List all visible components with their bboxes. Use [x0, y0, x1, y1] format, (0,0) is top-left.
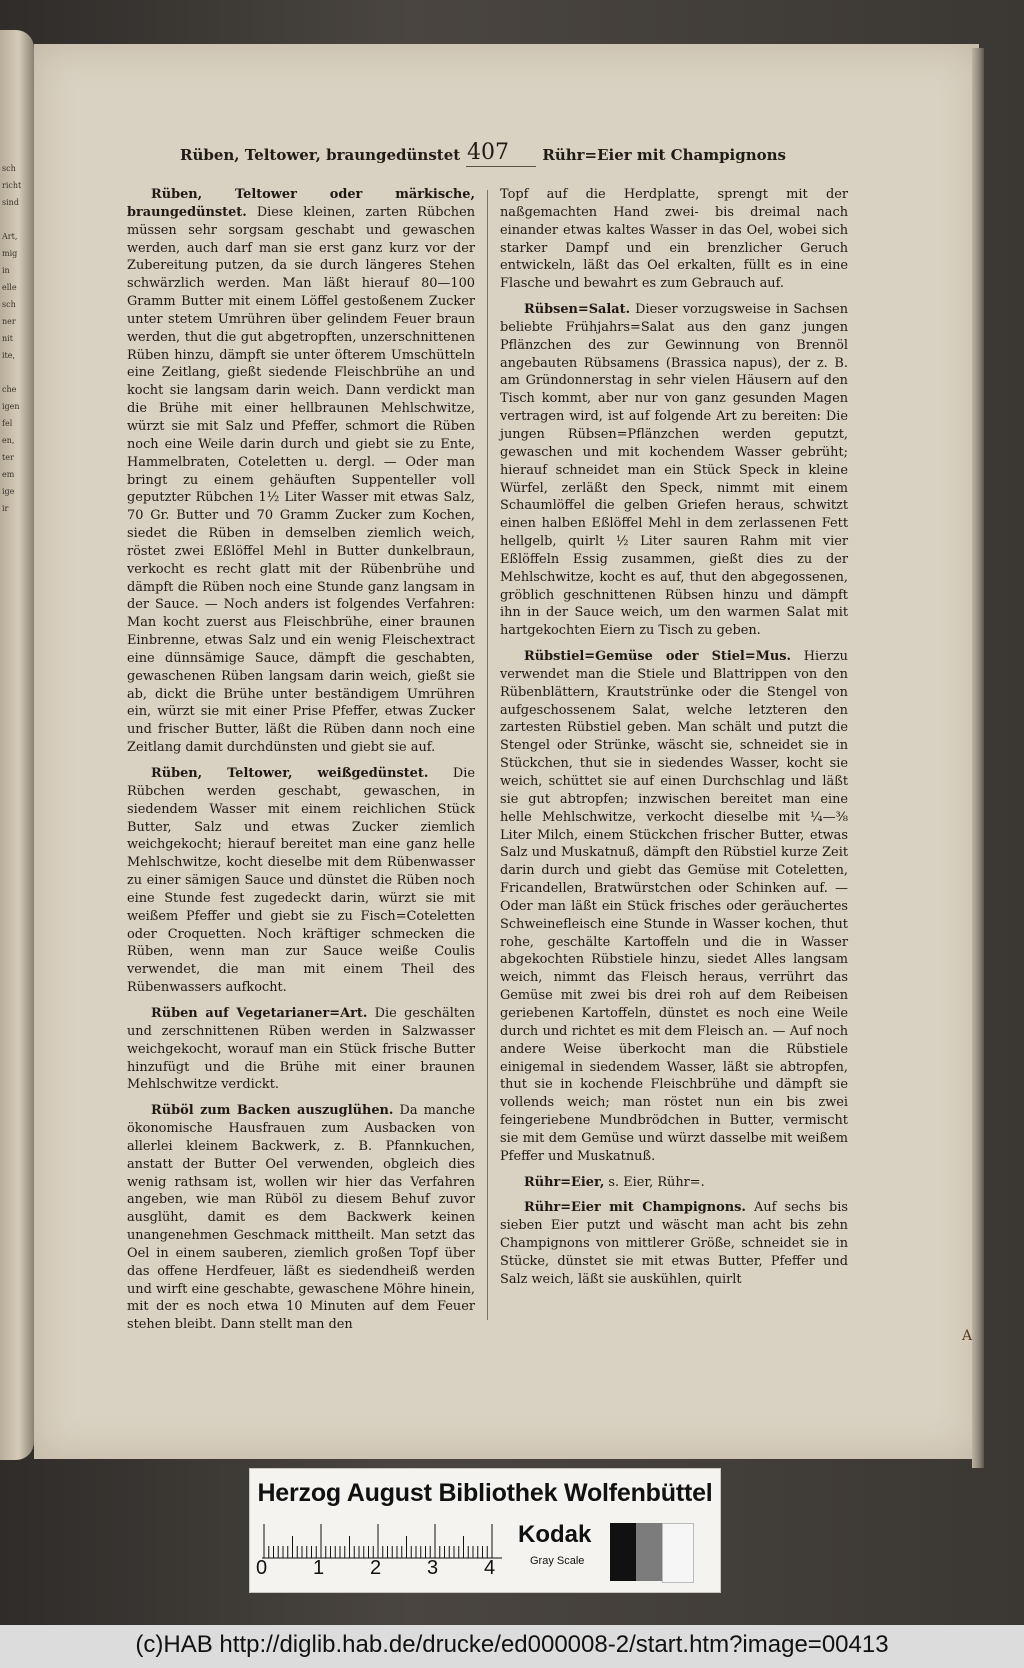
entry-text: Die Rübchen werden geschabt, gewaschen, in siedendem Wasser mit einem reichlichen Stück Butter, Salz und etwas Zucker ziemlich weichgekocht; hierauf bereitet man eine ganz helle Mehlschwitze, kocht dieselbe mit dem Rübenwasser zu einer sämigen Sauce und dünstet die Rüben noch eine Stunde fest zugedeckt darin, würzt sie mit weißem Pfeffer und giebt sie zu Fisch=Coteletten oder Croquetten. Noch kräftiger schmecken die Rüben, wenn man zur Sauce weiße Coulis verwendet, die man mit einem Theil des Rübenwassers aufkocht.	[127, 766, 475, 996]
ruler-label: 3	[427, 1557, 439, 1579]
ruler-labels	[250, 1557, 520, 1583]
entry-text: Dieser vorzugsweise in Sachsen beliebte Frühjahrs=Salat aus den ganz jungen Pflänzchen des zur Gewinnung von Brennöl angebauten Rübsamens (Brassica napus), der z. B. am Gründonnerstag in sehr vielen Häusern auf den Tisch kommt, aber nur von ganz gesunden Magen vertragen wird, ist auf folgende Art zu bereiten: Die jungen Rübsen=Pflänzchen werden geputzt, gewaschen und mit kochendem Wasser gebrüht; hierauf schneidet man ein Stück Speck in kleine Würfel, zerläßt den Speck, nimmt mit einem Schaumlöffel die gelben Griefen heraus, schwitzt einen halben Eßlöffel Mehl in dem zerlassenen Fett hellgelb, quirlt ½ Liter sauren Rahm mit vier Eßlöffeln Essig zusammen, gießt dies zu der Mehlschwitze, kocht es auf, thut den abgegossenen, gröblich geschnittenen Rübsen hinzu und dämpft ihn in der Sauce weich, um den warmen Salat mit hartgekochten Eiern zu Tisch zu geben.	[500, 302, 848, 639]
entry	[127, 765, 475, 997]
entry-term: Rübstiel=Gemüse oder Stiel=Mus.	[524, 649, 792, 665]
entry-term: Rühr=Eier mit Champignons.	[524, 1200, 746, 1216]
gray-scale-label: Gray Scale	[530, 1555, 585, 1567]
gray-patch-white	[662, 1523, 694, 1583]
entry	[127, 186, 475, 757]
entry-text: Auf sechs bis sieben Eier putzt und wäscht man acht bis zehn Champignons von mittlerer Größe, schneidet sie in Stücke, dünstet sie mit etwas Butter, Pfeffer und Salz weich, läßt sie auskühlen, quirlt	[500, 1200, 848, 1287]
margin-mark: A	[962, 1328, 973, 1344]
kodak-brand: Kodak	[518, 1521, 592, 1548]
entry-term: Rüben, Teltower, weißgedünstet.	[151, 766, 429, 781]
entry-text: Hierzu verwendet man die Stiele und Blattrippen von den Rübenblättern, Krautstrünke oder die Stengel von aufgeschossenem Salat, welche letzteren den zartesten Rübstiel geben. Man schält und putzt die Stengel oder Strünke, wäscht sie, schneidet sie in Stückchen, thut sie in siedendes Wasser, kocht sie weich, schüttet sie auf einen Durchschlag und läßt sie gut abtropfen; inzwischen bereitet man eine helle Mehlschwitze, verkocht dieselbe mit ¼—⅜ Liter Milch, einem Stückchen frischer Butter, etwas Salz und Muskatnuß, dämpft den Rübstiel kurze Zeit darin durch und giebt das Gemüse mit Coteletten, Fricandellen, Bratwürstchen oder Schinken auf. — Oder man läßt ein Stück frisches oder geräuchertes Schweinefleisch eine Stunde in Wasser kochen, thut rohe, geschälte Kartoffeln und die in Wasser abgekochten Rübstiele hinzu, siedet Alles langsam weich, nimmt das Fleisch heraus, verrührt das Gemüse mit zwei bis drei roh auf dem Reibeisen geriebenen Kartoffeln, dünstet es noch eine Weile durch und richtet es mit dem Fleisch an. — Auf noch andere Weise überkocht man die Rübstiele einigemal in siedendem Wasser, läßt sie abtropfen, thut sie in kochende Fleischbrühe und dämpft sie vollends weich; man röstet nun ein bis zwei feingeriebene Mundbrödchen in Butter, vermischt sie mit dem Gemüse und würzt dasselbe mit weißem Pfeffer und Muskatnuß.	[500, 649, 848, 1164]
left-column	[127, 186, 475, 1342]
gray-patch-mid	[636, 1523, 662, 1581]
running-head-left: Rüben, Teltower, braungedünstet	[180, 146, 461, 164]
header-rule	[466, 166, 536, 167]
card-title: Herzog August Bibliothek Wolfenbüttel	[257, 1479, 713, 1507]
page-stack-edge	[972, 48, 984, 1468]
gray-patch-black	[610, 1523, 636, 1581]
kodak-logo	[518, 1521, 614, 1571]
entry-text: s. Eier, Rühr=.	[604, 1174, 705, 1190]
right-column	[500, 186, 848, 1297]
ruler-label: 2	[370, 1557, 382, 1579]
entry-text: Da manche ökonomische Hausfrauen zum Ausbacken von allerlei kleinem Backwerk, z. B. Pfannkuchen, anstatt der Butter Oel verwenden, obgleich dies wenig rathsam ist, wollen wir hier das Verfahren angeben, wie man Rüböl zu diesem Behuf zuvor ausglüht, damit es dem Backwerk keinen unangenehmen Geschmack mittheilt. Man setzt das Oel in einem sauberen, ziemlich großen Topf über das offene Herdfeuer, läßt es siedendheiß werden und wirft eine geschabte, gewaschene Möhre hinein, mit der es noch etwa 10 Minuten auf dem Feuer stehen bleibt. Dann stellt man den	[127, 1103, 475, 1333]
ruler-label: 1	[313, 1557, 325, 1579]
page-number: 407	[467, 140, 509, 165]
entry-text: Diese kleinen, zarten Rübchen müssen sehr sorgsam geschabt und gewaschen werden, auch darf man sie erst ganz kurz vor der Zubereitung putzen, da sie durch längeres Stehen schwärzlich werden. Man läßt hierauf 80—100 Gramm Butter mit einem Löffel gestoßenem Zucker unter stetem Umrühren über gelindem Feuer braun werden, thut die gut abgetropften, unzerschnittenen Rüben hinzu, dämpft sie unter öfterem Umschütteln eine Zeitlang, gießt siedende Fleischbrühe an und kocht sie langsam darin weich. Dann verdickt man die Brühe mit einer hellbraunen Mehlschwitze, würzt sie mit Salz und Pfeffer, schmort die Rüben noch eine Weile darin durch und giebt sie zu Ente, Hammelbraten, Coteletten u. dergl. — Oder man bringt zu einem gehäuften Suppenteller voll geputzter Rübchen 1½ Liter Wasser mit etwas Salz, 70 Gr. Butter und 70 Gramm Zucker zum Kochen, siedet die Rüben in demselben ziemlich weich, röstet zwei Eßlöffel Mehl in Butter dunkelbraun, verkocht es recht glatt mit der Rübenbrühe und dämpft die Rüben noch eine Stunde ganz langsam in der Sauce. — Noch anders ist folgendes Verfahren: Man kocht zuerst aus Fleischbrühe, einer braunen Einbrenne, etwas Salz und ein wenig Fleischextract eine dünnsämige Sauce, dämpft die geschabten, gewaschenen Rüben langsam darin weich, gießt sie ab, dickt die Brühe unter beständigem Umrühren ein, würzt sie mit einer Prise Pfeffer, etwas Zucker und frischer Butter, läßt die Rüben dann noch eine Zeitlang damit durchdünsten und giebt sie auf.	[127, 204, 475, 756]
footer-bar	[0, 1625, 1024, 1668]
column-divider	[487, 190, 488, 1320]
running-head-right: Rühr=Eier mit Champignons	[542, 146, 786, 164]
running-header	[180, 140, 786, 176]
entry-term: Rüben, Teltower oder märkische, braungedünstet.	[127, 187, 475, 220]
entry-term: Rübsen=Salat.	[524, 302, 631, 318]
ruler-label: 0	[256, 1557, 268, 1579]
entry	[500, 1174, 848, 1192]
entry	[500, 301, 848, 640]
gray-scale-patches	[610, 1523, 696, 1581]
entry	[500, 1199, 848, 1288]
footer-credit: (c)HAB http://diglib.hab.de/drucke/ed000008-2/start.htm?image=00413	[135, 1631, 889, 1658]
entry	[127, 1102, 475, 1334]
left-page-edge: sch richt sind Art, mig in elle sch ner nit ite, che igen fel en, ter em ige ir	[0, 30, 34, 1460]
entry	[127, 1005, 475, 1094]
entry-text: Topf auf die Herdplatte, sprengt mit der naßgemachten Hand zwei- bis dreimal nach einander etwas kaltes Wasser in das Oel, wobei sich starker Dampf und ein brenzlicher Geruch entwickeln, läßt das Oel erkalten, füllt es in eine Flasche und bewahrt es zum Gebrauch auf.	[500, 187, 848, 292]
entry	[500, 648, 848, 1165]
ruler-scale	[262, 1523, 502, 1559]
entry-term: Rüben auf Vegetarianer=Art.	[151, 1005, 368, 1021]
color-reference-card	[249, 1468, 721, 1593]
entry	[500, 186, 848, 293]
ruler-label: 4	[484, 1557, 496, 1579]
entry-text: Die geschälten und zerschnittenen Rüben werden in Salzwasser weichgekocht, worauf man ein Stück frische Butter hinzufügt und die Brühe mit einer braunen Mehlschwitze verdickt.	[127, 1005, 475, 1093]
entry-term: Rüböl zum Backen auszuglühen.	[151, 1103, 394, 1119]
entry-term: Rühr=Eier,	[524, 1174, 605, 1190]
